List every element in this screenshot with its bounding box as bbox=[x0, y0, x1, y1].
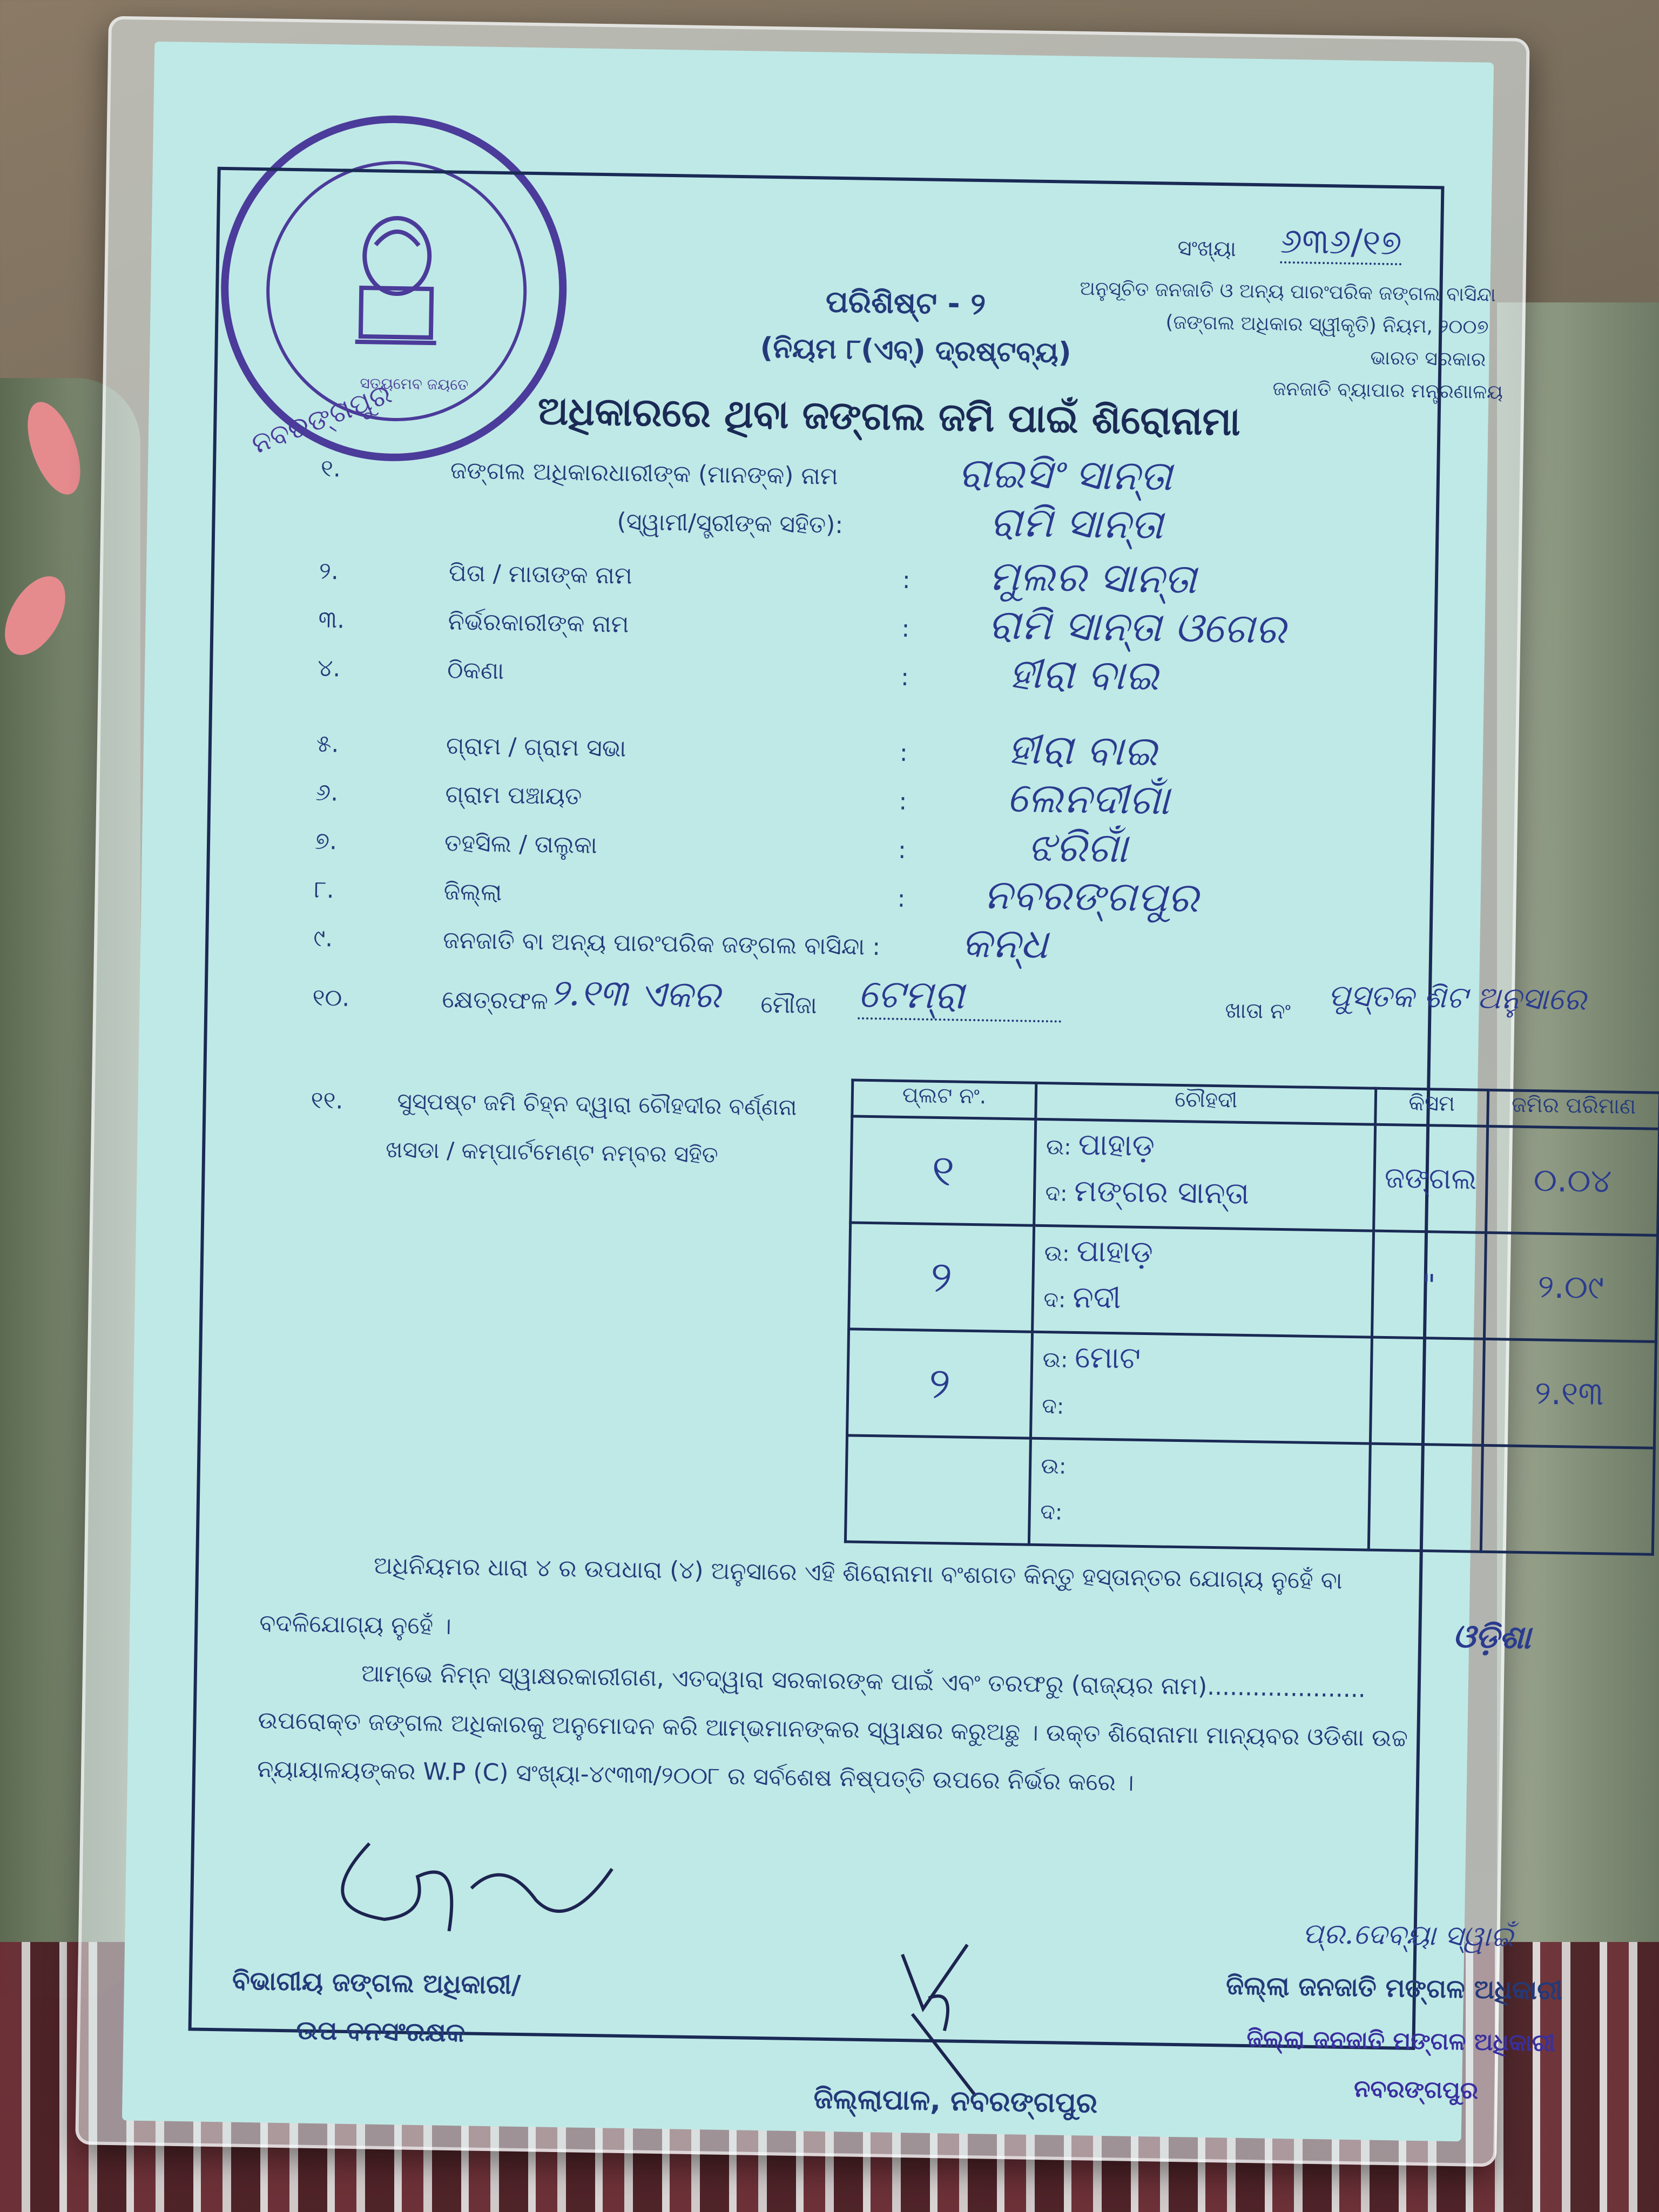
right-header-line-3: ଭାରତ ସରକାର bbox=[1370, 347, 1486, 371]
field-value: ନବରଙ୍ଗପୁର bbox=[983, 870, 1199, 922]
right-signatory-title: ଜିଲ୍ଲା ଜନଜାତି ମଙ୍ଗଳ ଅଧିକାରୀ bbox=[1225, 1970, 1563, 2006]
header-type: କିସମ bbox=[1375, 1088, 1488, 1126]
number-value: ୬୩୬/୧୭ bbox=[1280, 221, 1402, 266]
field-number: ୧୧. bbox=[311, 1086, 343, 1115]
khata-value: ପୁସ୍ତକ ଶିଟ ଅନୁସାରେ bbox=[1327, 978, 1587, 1017]
right-signature-handwritten: ପ୍ର.ଦେବ୍ୟା ସ୍ୱାଇଁ bbox=[1302, 1917, 1514, 1953]
field-colon: : bbox=[899, 787, 907, 815]
land-area: ୨.୧୩ bbox=[1482, 1339, 1656, 1448]
paragraph-1-line-1: ଅଧିନିୟମର ଧାରା ୪ ର ଉପଧାରା (୪) ଅନୁସାରେ ଏହି ଶିରୋନାମା ବଂଶଗତ କିନ୍ତୁ ହସ୍ତାନ୍ତର ଯୋଗ୍ୟ ନୁହେଁ ବା bbox=[373, 1552, 1343, 1595]
field-number: ୩. bbox=[318, 605, 345, 634]
south-boundary bbox=[1033, 1380, 1370, 1432]
field-colon: : bbox=[900, 663, 909, 691]
middle-signatory-title: ଜିଲ୍ଲାପାଳ, ନବରଙ୍ଗପୁର bbox=[813, 2082, 1098, 2120]
field-label: ଜନଜାତି ବା ଅନ୍ୟ ପାରଂପରିକ ଜଙ୍ଗଲ ବାସିନ୍ଦା : bbox=[442, 926, 881, 961]
south-value: ମଙ୍ଗର ସାନ୍ତା bbox=[1074, 1173, 1250, 1212]
plot-number: ୧ bbox=[851, 1116, 1036, 1225]
field-number: ୯. bbox=[313, 924, 333, 953]
land-area: ୨.୦୯ bbox=[1484, 1232, 1657, 1341]
land-type bbox=[1369, 1444, 1482, 1552]
field-colon: : bbox=[898, 836, 907, 864]
field-value: ରାମି ସାନ୍ତା bbox=[989, 497, 1164, 549]
khata-label: ଖାତା ନଂ bbox=[1225, 998, 1291, 1024]
field-value: ରାଇସିଂ ସାନ୍ତା bbox=[957, 448, 1173, 500]
field-number: ୪. bbox=[317, 654, 341, 683]
south-boundary bbox=[1035, 1274, 1371, 1326]
right-header-line-1: ଅନୁସୂଚିତ ଜନଜାତି ଓ ଅନ୍ୟ ପାରଂପରିକ ଜଙ୍ଗଲ ବାସିନ୍ଦା bbox=[1080, 277, 1496, 306]
seal-text: ନବରଙ୍ଗପୁର bbox=[247, 377, 396, 461]
plot-table bbox=[844, 1078, 1659, 1555]
north-label: ଉ: bbox=[1044, 1241, 1070, 1266]
table-row bbox=[845, 1435, 1654, 1554]
boundary-cell bbox=[1034, 1119, 1375, 1231]
boundary-cell bbox=[1029, 1438, 1371, 1550]
north-value: ମୋଟ bbox=[1074, 1339, 1141, 1376]
rule-reference: (ନିୟମ ୮(ଏବ୍) ଦ୍ରଷ୍ଟବ୍ୟ) bbox=[760, 332, 1072, 369]
mouza-value: ଟେମ୍ରା bbox=[858, 971, 1062, 1023]
field-label: (ସ୍ୱାମୀ/ସ୍ତ୍ରୀଙ୍କ ସହିତ): bbox=[617, 508, 844, 539]
field-colon: : bbox=[899, 739, 908, 767]
land-type: " bbox=[1372, 1231, 1486, 1339]
field-value: କନ୍ଧ bbox=[961, 918, 1049, 968]
boundary-cell bbox=[1033, 1225, 1374, 1337]
field-label: ପିତା / ମାତାଙ୍କ ନାମ bbox=[448, 559, 633, 590]
field-value: ହୀରା ବାଇ bbox=[1007, 724, 1158, 775]
field-value: ଝରିଗାଁ bbox=[1027, 822, 1128, 872]
field-number: ୭. bbox=[314, 827, 338, 855]
field-colon: : bbox=[897, 885, 906, 913]
land-area bbox=[1481, 1445, 1654, 1554]
north-label: ଉ: bbox=[1042, 1347, 1068, 1373]
number-label: ସଂଖ୍ୟା bbox=[1177, 235, 1237, 262]
mouza-label: ମୌଜା bbox=[760, 990, 818, 1020]
land-type bbox=[1371, 1337, 1484, 1445]
north-value: ପାହାଡ଼ bbox=[1077, 1127, 1155, 1164]
paragraph-2-line-1: ଆମ୍ଭେ ନିମ୍ନ ସ୍ୱାକ୍ଷରକାରୀଗଣ, ଏତଦ୍ୱାରା ସରକାରଙ୍କ ପାଇଁ ଏବଂ ତରଫରୁ (ରାଜ୍ୟର ନାମ)..................... bbox=[361, 1660, 1366, 1703]
plot-number: ୨ bbox=[847, 1329, 1033, 1438]
table-row bbox=[847, 1329, 1656, 1448]
header-plot-no: ପ୍ଲଟ ନଂ. bbox=[852, 1080, 1036, 1119]
north-label: ଉ: bbox=[1041, 1454, 1067, 1479]
field-colon: : bbox=[901, 615, 910, 643]
south-label: ଦ: bbox=[1042, 1394, 1064, 1419]
header-area: ଜମିର ପରିମାଣ bbox=[1487, 1090, 1659, 1129]
table-row bbox=[851, 1116, 1659, 1235]
field-label: ଗ୍ରାମ / ଗ୍ରାମ ସଭା bbox=[446, 732, 626, 763]
paragraph-2-line-3: ନ୍ୟାୟାଳୟଙ୍କର W.P (C) ସଂଖ୍ୟା-୪୯୩୩/୨୦୦୮ ର ସର୍ବଶେଷ ନିଷ୍ପତ୍ତି ଉପରେ ନିର୍ଭର କରେ । bbox=[257, 1755, 1135, 1797]
boundary-label-line-1: ସୁସ୍ପଷ୍ଟ ଜମି ଚିହ୍ନ ଦ୍ୱାରା ଚୌହଦୀର ବର୍ଣ୍ଣନା bbox=[397, 1088, 797, 1121]
field-number: ୧. bbox=[320, 454, 341, 483]
boundary-cell bbox=[1031, 1332, 1372, 1444]
field-number: ୬. bbox=[315, 778, 339, 807]
south-boundary bbox=[1031, 1486, 1368, 1537]
state-name: ଓଡ଼ିଶା bbox=[1452, 1617, 1531, 1657]
field-label: ଜଙ୍ଗଲ ଅଧିକାରଧାରୀଙ୍କ (ମାନଙ୍କ) ନାମ bbox=[450, 456, 839, 490]
land-area: ୦.୦୪ bbox=[1486, 1126, 1659, 1235]
right-header-line-4: ଜନଜାତି ବ୍ୟାପାର ମନ୍ତ୍ରଣାଳୟ bbox=[1272, 377, 1503, 404]
document-title: ଅଧିକାରରେ ଥିବା ଜଙ୍ଗଲ ଜମି ପାଇଁ ଶିରୋନାମା bbox=[537, 388, 1241, 444]
right-header-line-2: (ଜଙ୍ଗଲ ଅଧିକାର ସ୍ୱୀକୃତି) ନିୟମ, ୨୦୦୭ bbox=[1165, 311, 1489, 339]
field-value: ରାମି ସାନ୍ତା ଓଗେର bbox=[987, 600, 1286, 653]
field-value: ଲେନଦୀଗାଁ bbox=[1006, 773, 1170, 824]
field-label: ଗ୍ରାମ ପଞ୍ଚାୟତ bbox=[445, 780, 582, 811]
north-boundary bbox=[1037, 1121, 1373, 1173]
north-value: ପାହାଡ଼ bbox=[1076, 1233, 1154, 1270]
field-value: ହୀରା ବାଇ bbox=[1008, 649, 1159, 700]
area-label: କ୍ଷେତ୍ରଫଳ bbox=[442, 986, 549, 1015]
field-number: ୧୦. bbox=[312, 983, 350, 1012]
south-label: ଦ: bbox=[1045, 1181, 1068, 1206]
title-document bbox=[122, 42, 1636, 2141]
left-signatory-title-2: ଉପ ବନସଂରକ୍ଷକ bbox=[296, 2015, 466, 2048]
field-label: ଠିକଣା bbox=[447, 656, 504, 685]
middle-signature-scribble bbox=[879, 1932, 1022, 2107]
plastic-sleeve bbox=[75, 16, 1636, 2167]
table-row bbox=[849, 1223, 1658, 1341]
field-value: ମୁଲର ସାନ୍ତା bbox=[988, 551, 1197, 603]
north-label: ଉ: bbox=[1046, 1135, 1072, 1160]
area-value: ୨.୧୩ ଏକର bbox=[550, 971, 721, 1017]
south-boundary bbox=[1036, 1168, 1373, 1219]
field-label: ତହସିଲ / ତାଲୁକା bbox=[444, 829, 598, 859]
appendix-label: ପରିଶିଷ୍ଟ - ୨ bbox=[825, 284, 986, 322]
seal-emblem-caption: ସତ୍ୟମେବ ଜୟତେ bbox=[360, 374, 469, 394]
plot-number bbox=[845, 1435, 1031, 1545]
plot-number: ୨ bbox=[849, 1223, 1035, 1332]
field-colon: : bbox=[902, 566, 911, 595]
south-label: ଦ: bbox=[1043, 1287, 1066, 1313]
south-value: ନଦୀ bbox=[1072, 1279, 1122, 1316]
field-label: ଜିଲ୍ଲା bbox=[443, 878, 502, 907]
field-label: ନିର୍ଭରକାରୀଙ୍କ ନାମ bbox=[448, 608, 629, 638]
paragraph-2-line-2: ଉପରୋକ୍ତ ଜଙ୍ଗଲ ଅଧିକାରକୁ ଅନୁମୋଦନ କରି ଆମ୍ଭମାନଙ୍କର ସ୍ୱାକ୍ଷର କରୁଅଛୁ । ଉକ୍ତ ଶିରୋନାମା ମାନ୍ୟବର ଓଡିଶା ଉଚ୍ଚ bbox=[258, 1707, 1408, 1752]
north-boundary bbox=[1034, 1334, 1370, 1386]
right-signatory-stamp-1: ଜିଲ୍ଲା ଜନଜାତି ମଙ୍ଗଳ ଅଧିକାରୀ bbox=[1246, 2025, 1556, 2058]
paragraph-1-line-2: ବଦଳିଯୋଗ୍ୟ ନୁହେଁ । bbox=[259, 1609, 452, 1640]
land-type: ଜଙ୍ଗଲ bbox=[1374, 1124, 1487, 1232]
south-label: ଦ: bbox=[1040, 1500, 1063, 1525]
right-signatory-stamp-2: ନବରଙ୍ଗପୁର bbox=[1353, 2075, 1479, 2105]
north-boundary bbox=[1035, 1228, 1372, 1279]
left-signatory-title-1: ବିଭାଗୀୟ ଜଙ୍ଗଲ ଅଧିକାରୀ/ bbox=[232, 1965, 521, 2001]
field-number: ୫. bbox=[316, 730, 339, 758]
boundary-label-line-2: ଖସଡା / କମ୍ପାର୍ଟମେଣ୍ଟ ନମ୍ବର ସହିତ bbox=[385, 1136, 719, 1168]
north-boundary bbox=[1032, 1440, 1368, 1492]
left-signature-scribble bbox=[287, 1820, 667, 1967]
field-number: ୨. bbox=[319, 557, 339, 585]
field-number: ୮. bbox=[314, 875, 335, 904]
header-boundary: ଚୌହଦୀ bbox=[1036, 1083, 1376, 1124]
